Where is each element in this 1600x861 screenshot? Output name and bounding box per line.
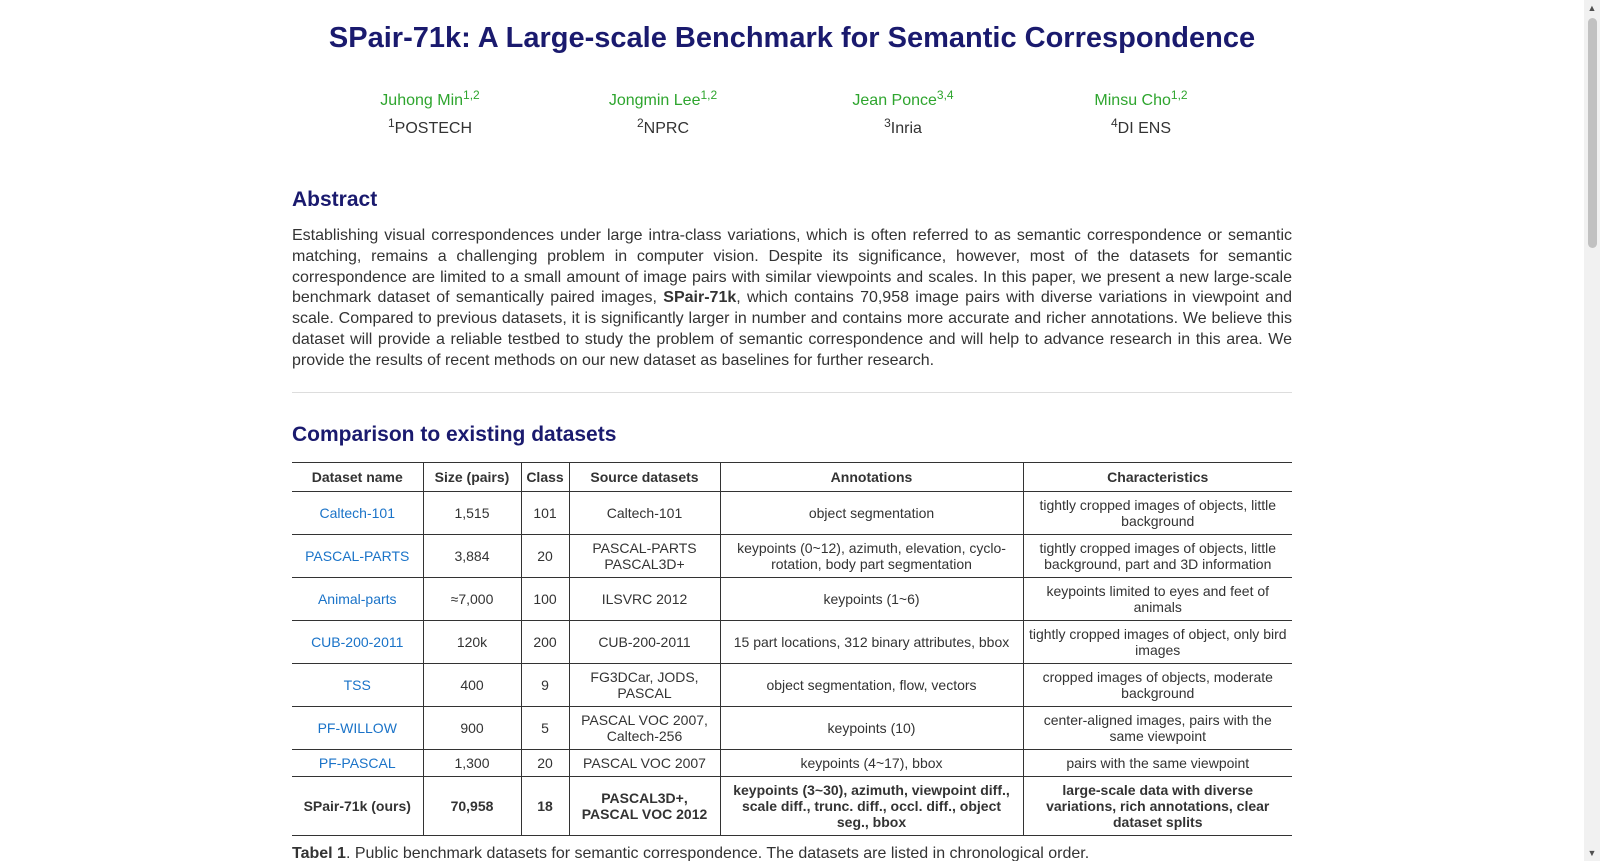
column-header: Annotations (720, 463, 1023, 492)
author-3 (783, 88, 1023, 138)
class-cell: 9 (521, 664, 569, 707)
dataset-name-bold: SPair-71k (663, 289, 737, 307)
affiliation: $^1$POSTECH (387, 116, 473, 137)
affiliation: $^3$Inria (884, 116, 922, 137)
source-cell: PASCAL-PARTS PASCAL3D+ (569, 535, 720, 578)
author-name[interactable]: Jongmin Lee$^{1,2}$ (608, 88, 718, 109)
annotations-cell: keypoints (10) (720, 707, 1023, 750)
section-divider (292, 392, 1292, 393)
table-row (292, 707, 1292, 750)
author-1 (310, 88, 550, 138)
source-cell: PASCAL VOC 2007, Caltech-256 (569, 707, 720, 750)
author-name[interactable]: Minsu Cho$^{1,2}$ (1094, 88, 1188, 109)
author-name[interactable]: Jean Ponce$^{3,4}$ (852, 88, 954, 109)
column-header: Dataset name (292, 463, 423, 492)
table-row (292, 535, 1292, 578)
table-row (292, 664, 1292, 707)
annotations-cell: 15 part locations, 312 binary attributes, bbox (720, 621, 1023, 664)
source-cell: ILSVRC 2012 (569, 578, 720, 621)
size-cell: 120k (423, 621, 521, 664)
annotations-cell: keypoints (1~6) (720, 578, 1023, 621)
class-cell: 200 (521, 621, 569, 664)
annotations-cell: object segmentation (720, 492, 1023, 535)
source-cell: FG3DCar, JODS, PASCAL (569, 664, 720, 707)
dataset-link[interactable]: PF-WILLOW (292, 707, 423, 750)
comparison-heading: Comparison to existing datasets (292, 423, 617, 446)
column-header: Characteristics (1023, 463, 1292, 492)
annotations-cell: keypoints (0~12), azimuth, elevation, cyclo-rotation, body part segmentation (720, 535, 1023, 578)
characteristics-cell: keypoints limited to eyes and feet of animals (1023, 578, 1292, 621)
dataset-link[interactable]: PASCAL-PARTS (292, 535, 423, 578)
class-cell: 5 (521, 707, 569, 750)
characteristics-cell: tightly cropped images of objects, little background (1023, 492, 1292, 535)
dataset-link[interactable]: TSS (292, 664, 423, 707)
scroll-down-icon[interactable]: ▼ (1587, 848, 1597, 858)
dataset-link[interactable]: Animal-parts (292, 578, 423, 621)
affiliation: $^2$NPRC (636, 116, 690, 137)
scrollbar-thumb[interactable] (1588, 18, 1597, 248)
table-row (292, 621, 1292, 664)
class-cell: 18 (521, 777, 569, 836)
page-title: SPair-71k: A Large-scale Benchmark for Semantic Correspondence (328, 22, 1256, 54)
source-cell: PASCAL VOC 2007 (569, 750, 720, 777)
author-name[interactable]: Juhong Min$^{1,2}$ (380, 88, 480, 109)
column-header: Class (521, 463, 569, 492)
caption-label: Tabel 1 (292, 845, 346, 861)
author-4 (1021, 88, 1261, 138)
source-cell: PASCAL3D+, PASCAL VOC 2012 (569, 777, 720, 836)
source-cell: CUB-200-2011 (569, 621, 720, 664)
characteristics-cell: large-scale data with diverse variations, rich annotations, clear dataset splits (1023, 777, 1292, 836)
dataset-link[interactable]: Caltech-101 (292, 492, 423, 535)
table-row (292, 750, 1292, 777)
size-cell: 3,884 (423, 535, 521, 578)
size-cell: 400 (423, 664, 521, 707)
size-cell: 1,515 (423, 492, 521, 535)
table-row (292, 578, 1292, 621)
dataset-link[interactable]: PF-PASCAL (292, 750, 423, 777)
characteristics-cell: center-aligned images, pairs with the same viewpoint (1023, 707, 1292, 750)
vertical-scrollbar[interactable] (1584, 0, 1600, 861)
affiliation: $^4$DI ENS (1110, 116, 1172, 137)
size-cell: ≈7,000 (423, 578, 521, 621)
table-header-row (292, 463, 1292, 492)
author-2 (543, 88, 783, 138)
comparison-table (292, 462, 1292, 836)
scroll-up-icon[interactable]: ▲ (1587, 3, 1597, 13)
dataset-name-ours: SPair-71k (ours) (292, 777, 423, 836)
dataset-link[interactable]: CUB-200-2011 (292, 621, 423, 664)
source-cell: Caltech-101 (569, 492, 720, 535)
authors-block (292, 88, 1292, 152)
annotations-cell: keypoints (3~30), azimuth, viewpoint diff., scale diff., trunc. diff., occl. diff., object seg., bbox (720, 777, 1023, 836)
annotations-cell: keypoints (4~17), bbox (720, 750, 1023, 777)
abstract-text: Establishing visual correspondences under large intra-class variations, which is often referred to as semantic correspondence or semantic matching, remains a challenging problem in computer vision. Despite its significance, however, most of the datasets for semantic correspondence are limited to a small amount of image pairs with similar viewpoints and scales. In this paper, we present a new large-scale benchmark dataset of semantically paired images, SPair-71k, which contains 70,958 image pairs with diverse variations in viewpoint and scale. Compared to previous datasets, it is significantly larger in number and contains more accurate and richer annotations. We believe this dataset will provide a reliable testbed to study the problem of semantic correspondence and will help to advance research in this area. We provide the results of recent methods on our new dataset as baselines for further research. (292, 227, 1292, 369)
table-row-ours (292, 777, 1292, 836)
class-cell: 20 (521, 535, 569, 578)
table-row (292, 492, 1292, 535)
size-cell: 1,300 (423, 750, 521, 777)
characteristics-cell: cropped images of objects, moderate background (1023, 664, 1292, 707)
class-cell: 101 (521, 492, 569, 535)
class-cell: 100 (521, 578, 569, 621)
table-caption: Tabel 1. Public benchmark datasets for semantic correspondence. The datasets are listed in chronological order. (292, 845, 1090, 861)
characteristics-cell: tightly cropped images of object, only bird images (1023, 621, 1292, 664)
characteristics-cell: pairs with the same viewpoint (1023, 750, 1292, 777)
annotations-cell: object segmentation, flow, vectors (720, 664, 1023, 707)
column-header: Size (pairs) (423, 463, 521, 492)
size-cell: 70,958 (423, 777, 521, 836)
class-cell: 20 (521, 750, 569, 777)
abstract-heading: Abstract (292, 188, 378, 211)
characteristics-cell: tightly cropped images of objects, little background, part and 3D information (1023, 535, 1292, 578)
column-header: Source datasets (569, 463, 720, 492)
size-cell: 900 (423, 707, 521, 750)
